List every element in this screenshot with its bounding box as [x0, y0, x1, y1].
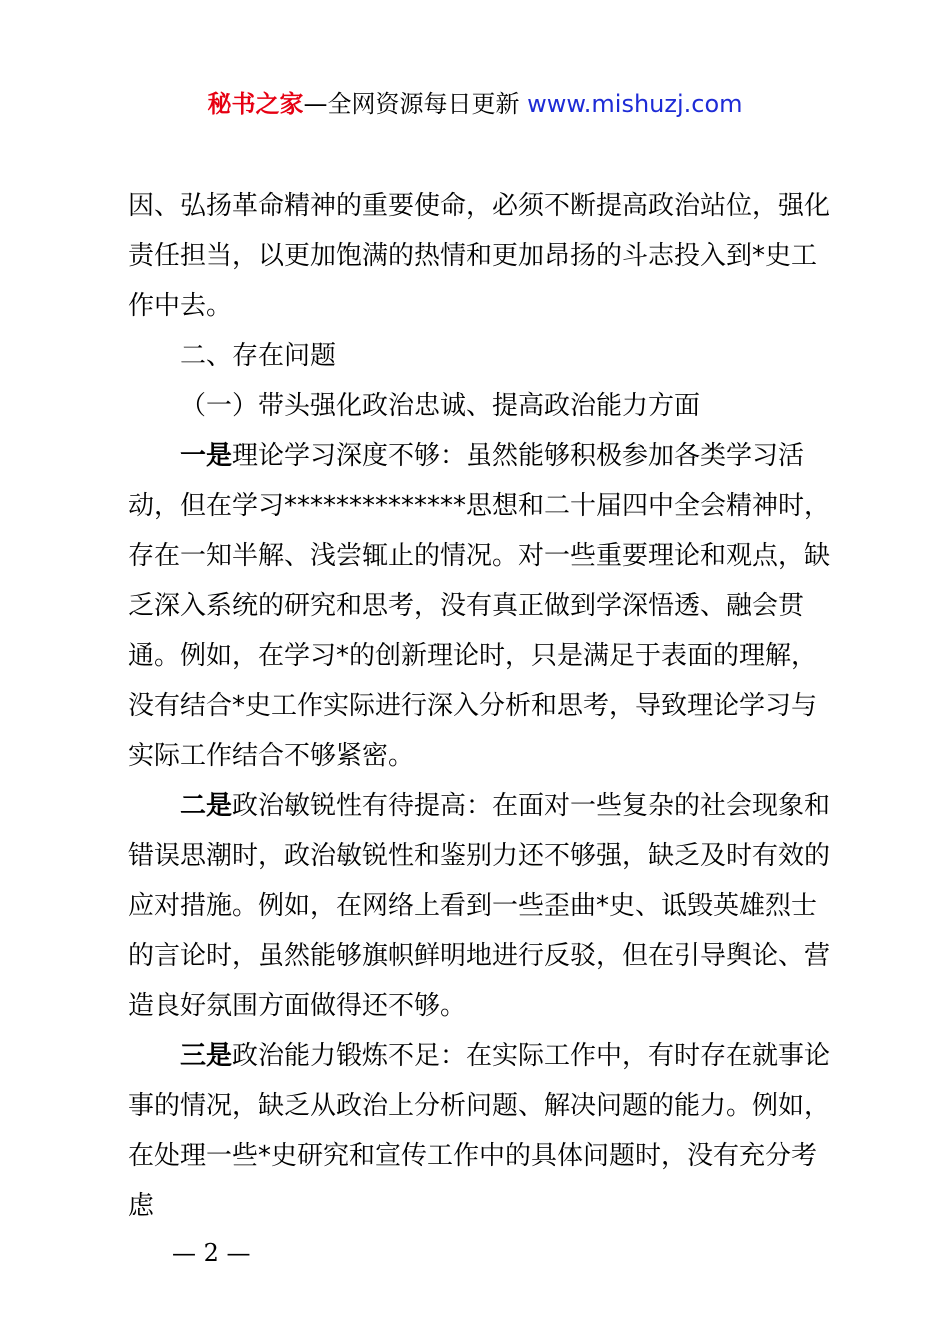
page-number: — 2 —	[172, 1239, 251, 1267]
item-text: 政治能力锻炼不足：在实际工作中，有时存在就事论事的情况，缺乏从政治上分析问题、解决问题的能力。例如，在处理一些*史研究和宣传工作中的具体问题时，没有充分考虑	[128, 1041, 831, 1221]
section-heading: 二、存在问题	[180, 341, 337, 371]
item-lead: 三是	[180, 1041, 233, 1071]
item-paragraph-3	[128, 1031, 834, 1231]
item-text: 理论学习深度不够：虽然能够积极参加各类学习活动，但在学习**************思想和二十届四中全会精神时，存在一知半解、浅尝辄止的情况。对一些重要理论和观点，缺乏深入系统的研究和思考，没有真正做到学深悟透、融会贯通。例如，在学习*的创新理论时，只是满足于表面的理解，没有结合*史工作实际进行深入分析和思考，导致理论学习与实际工作结合不够紧密。	[128, 441, 831, 771]
item-lead: 一是	[180, 441, 233, 471]
continuation-paragraph: 因、弘扬革命精神的重要使命，必须不断提高政治站位，强化责任担当，以更加饱满的热情和更加昂扬的斗志投入到*史工作中去。	[128, 191, 831, 321]
item-paragraph-1	[128, 431, 834, 781]
header-tagline: —全网资源每日更新	[303, 90, 528, 118]
item-lead: 二是	[180, 791, 233, 821]
page-header	[0, 86, 950, 122]
header-website[interactable]: www.mishuzj.com	[527, 90, 743, 118]
subsection-heading: （一）带头强化政治忠诚、提高政治能力方面	[180, 391, 701, 421]
item-paragraph-2	[128, 781, 834, 1031]
document-body	[128, 181, 834, 1231]
item-text: 政治敏锐性有待提高：在面对一些复杂的社会现象和错误思潮时，政治敏锐性和鉴别力还不够强，缺乏及时有效的应对措施。例如，在网络上看到一些歪曲*史、诋毁英雄烈士的言论时，虽然能够旗帜鲜明地进行反驳，但在引导舆论、营造良好氛围方面做得还不够。	[128, 791, 831, 1021]
brand-name: 秘书之家	[207, 90, 304, 118]
